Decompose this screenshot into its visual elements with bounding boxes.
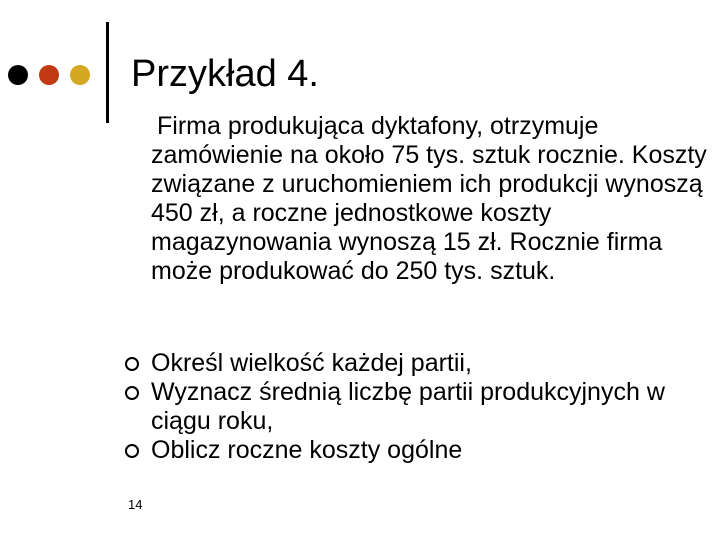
task-item-text: Określ wielkość każdej partii, bbox=[151, 349, 472, 377]
problem-statement-first-line: Firma produkująca dyktafony, otrzymuje bbox=[157, 112, 599, 140]
task-list bbox=[125, 349, 705, 465]
task-item bbox=[125, 349, 705, 378]
problem-statement bbox=[151, 112, 711, 286]
decor-dot-black bbox=[8, 65, 28, 85]
slide-title: Przykład 4. bbox=[131, 53, 319, 95]
problem-statement-rest: zamówienie na około 75 tys. sztuk rocznie. Koszty związane z uruchomieniem ich produkcji wynoszą 450 zł, a roczne jednostkowe koszty magazynowania wynoszą 15 zł. Rocznie firma może produkować do 250 tys. sztuk. bbox=[151, 141, 707, 285]
ring-bullet-icon bbox=[125, 386, 139, 400]
task-item bbox=[125, 436, 705, 465]
decor-dot-red bbox=[39, 65, 59, 85]
ring-bullet-icon bbox=[125, 357, 139, 371]
task-item bbox=[125, 378, 705, 436]
ring-bullet-icon bbox=[125, 444, 139, 458]
task-item-text: Oblicz roczne koszty ogólne bbox=[151, 436, 463, 464]
task-item-text: Wyznacz średnią liczbę partii produkcyjnych w ciągu roku, bbox=[151, 378, 665, 435]
decor-dot-gold bbox=[70, 65, 90, 85]
title-divider bbox=[106, 22, 109, 123]
page-number: 14 bbox=[128, 497, 143, 512]
